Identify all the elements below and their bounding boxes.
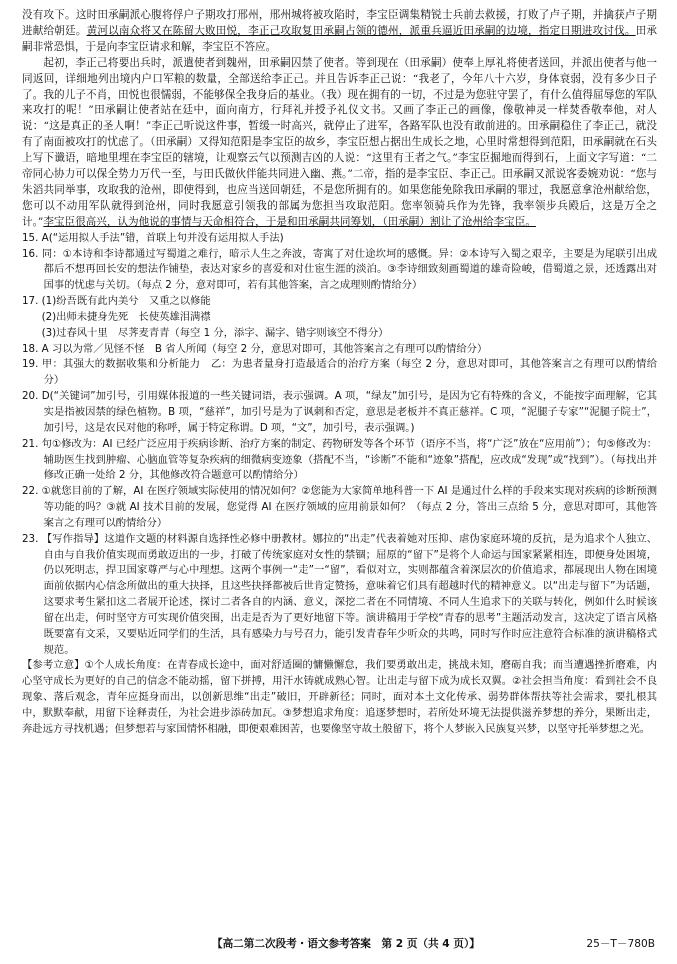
- underlined-key-sentence: 黄河以南众将又在陈留大败田悦，李正己攻取复田承嗣占领的德州，派重兵逼近田承嗣的边境，指定日期进攻讨伐。: [86, 24, 636, 37]
- answer-15: 15. A(“运用拟人手法”错，首联上句并没有运用拟人手法): [22, 231, 284, 244]
- passage-text: 起初，李正己将要出兵时，派遣使者到魏州，田承嗣囚禁了使者。等到现在（田承嗣）使奉上厚礼将使者送回，并派出使者与他一同返回，详细地列出境内户口军粮的数量，全部送给李正己。并且告诉李正己说：“我老了，今年八十六岁，身体衰弱，没有多少日子了。我的儿子不肖，田悦也很懦弱，不能够保全我身后的基业。（我）现在拥有的一切，不过是为您驻守罢了，有什么值得屈辱您的军队来攻打的呢！”田承嗣让使者站在廷中，面向南方，行拜礼并授予礼仪文书。又画了李正己的画像，像敬神灵一样焚香敬奉他，对人说：“这是真正的圣人啊！”李正己听说这件事，暂缓一时高兴，就停止了进军，各路军队也没有敢前进的。田承嗣稳住了李正己，就没有了南面被攻打的忧虑了。（田承嗣）又得知范阳是李宝臣的故乡，李宝臣想占据出生成长之地，心里时常想得到范阳，田承嗣就在石头上写下谶语，暗地里埋在李宝臣的辖境，让观察云气以预测吉凶的人说：“这里有王者之气。”李宝臣掘地而得到石，上面文字写道：“二帝同心协力可以保全势力万代一至，与田氏做伙伴能共同进入幽、燕。”二帝，指的是李宝臣、李正己。田承嗣又派说客委婉劝说：“您与朱滔共同举事，攻取我的沧州，即使得到，也应当送回朝廷，不是您所拥有的。如果您能免除我田承嗣的罪过，我愿意拿沧州献给您，您可以不动用军队就得到沧州，同时我愿意引领我的部属为您担当攻取范阳。您率领骑兵作为先锋，我率领步兵殿后，这是万全之计。”: [22, 56, 657, 228]
- answer-17-1: 17. (1)纷吾既有此内美兮 又重之以修能: [22, 295, 211, 308]
- footer-page-info: 【高二第二次段考・语文参考答案 第 2 页（共 4 页）】: [212, 938, 480, 950]
- writing-guide-heading: 23. 【写作指导】: [22, 532, 105, 545]
- passage-text: 田承嗣非常恐惧，于是向李宝臣请求和解，李宝臣不答应。: [22, 24, 657, 53]
- answer-20: 20. D(“关键词”加引号，引用媒体报道的一些关键词语，表示强调。A 项，“绿友”加引号，是因为它有特殊的含义，不能按字面理解，它其实是指被因禁的绿色植物。B 项，“慈祥”，加引号是为了讽刺和否定，意思是老板并不真正慈祥。C 项，“泥腿子专家”“泥腿子院士”，加引号，这是农民对他的称呼，属于特定称谓。D 项，“文”，加引号，表示强调。): [22, 390, 657, 434]
- answer-23: [22, 532, 657, 659]
- reference-ideas-heading: 【参考立意】: [22, 659, 85, 672]
- answer-17-2: (2)出师未捷身先死 长使英雄泪满襟: [41, 310, 211, 323]
- answer-16: 16. 同：①本诗和李诗都通过写蜀道之难行，暗示人生之奔波，寄寓了对仕途坎坷的感慨。异：②本诗写入蜀之艰辛，主要是为尾联引出成都后不想再回长安的想法作铺垫，表达对家乡的喜爱和对仕宦生涯的淡泊。③李诗细致刻画蜀道的雄奇险峻，借蜀道之景，还透露出对国事的忧虑与关切。（每点 2 分，意对即可，若有其他答案，言之成理则酌情给分）: [22, 247, 657, 292]
- reference-ideas-text: ①个人成长角度：在青春成长途中，面对舒适圈的慵懒懈怠，我们要勇敢出走，挑战未知，磨砺自我；而当遭遇挫折磨难，内心坚守成长为更好的自己的信念不能动摇，留下拼搏，用汗水铸就成熟心智。让出走与留下成为成长双翼。②社会担当角度：看到社会不良现象、落后观念，青年应挺身而出，以创新思维“出走”破旧，开辟新径；同时，面对本土文化传承、弱势群体帮扶等社会需求，要扎根其中，默默奉献，用留下诠释责任，为社会进步添砖加瓦。③梦想追求角度：追逐梦想时，若所处环境无法提供滋养梦想的养分，果断出走，奔赴远方寻找机遇；但梦想若与家国情怀相融，即便艰难困苦，也要像坚守故土般留下，将个人梦嵌入民族复兴梦，以坚守托举梦想之光。: [22, 659, 657, 735]
- answer-22: 22. ①就您目前的了解，AI 在医疗领域实际使用的情况如何？②您能为大家简单地科普一下 AI 是通过什么样的手段来实现对疾病的诊断预测等功能的吗？③就 AI 技术目前的发展，您觉得 AI 在医疗领域的应用前景如何？（每点 2 分，答出三点给 5 分，意思对即可，其他答案言之有理可以酌情给分）: [22, 485, 657, 529]
- reference-ideas: [22, 658, 657, 737]
- passage-paragraph-2: [22, 56, 657, 231]
- answer-21: 21. 句①修改为：AI 已经广泛应用于疾病诊断、治疗方案的制定、药物研发等各个环节（语序不当，将“广泛”放在“应用前”）；句⑤修改为：辅助医生找到肿瘤、心脑血管等复杂疾病的细微病变迹象（搭配不当，“诊断”不能和“迹象”搭配，应改成“发现”或“找到”）。（每找出并修改正确一处给 2 分，其他修改符合题意可以酌情给分）: [22, 437, 657, 482]
- passage-text: 没有攻下。这时田承嗣派心腹将俘户子期攻打邢州，邢州城将被攻陷时，李宝臣调集精锐士兵前去救援，打败了卢子期，并擒获卢子期进献给朝廷。: [22, 9, 657, 37]
- answer-page: [22, 8, 657, 738]
- answer-18: 18. A 习以为常／见怪不怪 B 省人所闻（每空 2 分，意思对即可，其他答案言之有理可以酌情给分）: [22, 342, 488, 355]
- answer-17-3: (3)过春风十里 尽荠麦青青（每空 1 分，添字、漏字、错字则该空不得分）: [41, 326, 389, 339]
- answer-list: [22, 231, 657, 738]
- footer-code: 25－T－780B: [586, 938, 655, 950]
- writing-guide-text: 这道作文题的材料源自选择性必修中册教材。娜拉的“出走”代表着她对压抑、虐伪家庭环境的反抗，是为追求个人独立、自由与自我价值实现而勇敢迈出的一步，打破了传统家庭对女性的禁锢；屈原的“留下”是将个人命运与国家紧紧相连，即便身处困境，仍以死明志，捍卫国家尊严与心中理想。这两个事例一“走”一“留”，看似对立，实则都蕴含着深层次的价值追求，都展现出人物在困境面前依据内心信念所做出的重大抉择，且这些抉择都被后世肯定赞扬，意味着它们具有超越时代的精神意义。以“出走与留下”为话题，这要求考生紧扣这二者展开论述，探讨二者各自的内涵、意义，深挖二者在不同情境、不同人生追求下的关联与转化，例如什么时候该留在出走，何时坚守方可实现价值突围，出走是否为了更好地留下等。演讲稿用于学校“青春的思考”主题活动发言，这决定了语言风格既要富有文采，又要贴近同学们的生活，具有感染力与号召力，能引发青春年少听众的共鸣，同时写作时应注意符合标准的演讲稿格式规范。: [43, 532, 658, 656]
- answer-19: 19. 甲：其强大的数据收集和分析能力 乙：为患者量身打造最适合的治疗方案（每空 2 分，意思对即可，其他答案言之有理可以酌情给分）: [22, 358, 657, 387]
- translation-passage: [22, 8, 657, 231]
- page-footer: [22, 936, 655, 956]
- passage-paragraph-1: [22, 8, 657, 56]
- underlined-key-sentence: 李宝臣很高兴，认为他说的事情与天命相符合，于是和田承嗣共同筹划，（田承嗣）割让了沧州给李宝臣。: [43, 215, 536, 228]
